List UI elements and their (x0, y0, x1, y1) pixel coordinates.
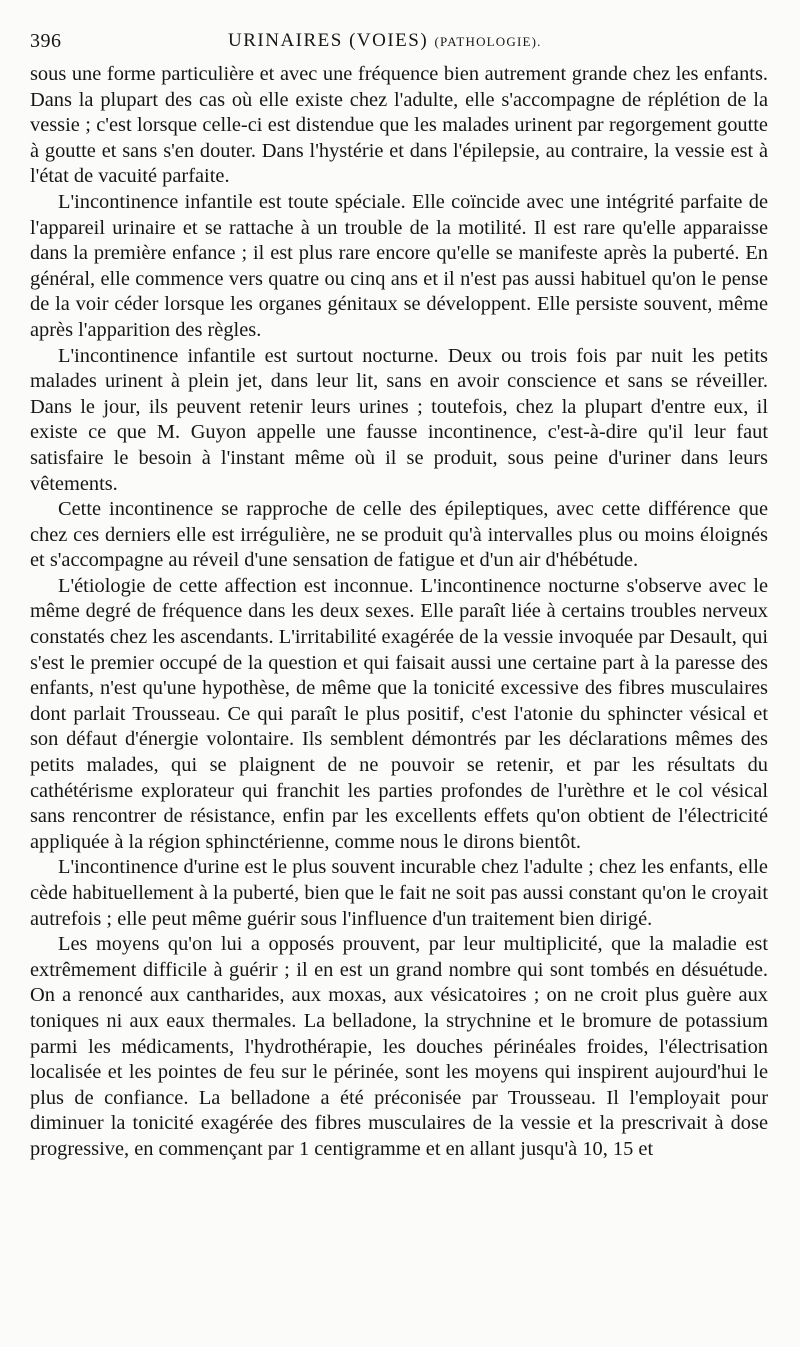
body-text (30, 62, 768, 1163)
page-number: 396 (30, 30, 62, 52)
paragraph-treatment: Les moyens qu'on lui a opposés prouvent, par leur multiplicité, que la maladie est extrêmement difficile à guérir ; il en est un grand nombre qui sont tombés en désuétude. On a renoncé aux cantharides, aux moxas, aux vésicatoires ; on ne croit plus guère aux toniques ni aux eaux thermales. La belladone, la strychnine et le bromure de potassium parmi les médicaments, l'hydrothérapie, les douches périnéales froides, l'électrisation localisée et les pointes de feu sur le périnée, sont les moyens qui inspirent aujourd'hui le plus de confiance. La belladone a été préconisée par Trousseau. Il l'employait pour diminuer la tonicité exagérée des fibres musculaires de la vessie et la prescrivait à dose progressive, en commençant par 1 centigramme et en allant jusqu'à 10, 15 et (30, 933, 768, 1160)
running-head (228, 30, 542, 52)
paragraph-infantile-incontinence: L'incontinence infantile est toute spéciale. Elle coïncide avec une intégrité parfaite de l'appareil urinaire et se rattache à un trouble de la motilité. Il est rare qu'elle apparaisse dans la première enfance ; il est plus rare encore qu'elle se manifeste après la puberté. En général, elle commence vers quatre ou cinq ans et il n'est pas aussi habituel qu'on le pense de la voir céder lorsque les organes génitaux se développent. Elle persiste souvent, même après l'apparition des règles. (30, 190, 768, 341)
running-subtitle: (PATHOLOGIE). (434, 34, 542, 49)
page-header (30, 30, 760, 58)
running-title: URINAIRES (VOIES) (228, 30, 429, 51)
paragraph-etiology: L'étiologie de cette affection est inconnue. L'incontinence nocturne s'observe avec le même degré de fréquence dans les deux sexes. Elle paraît liée à certains troubles nerveux constatés chez les ascendants. L'irritabilité exagérée de la vessie invoquée par Desault, qui s'est le premier occupé de la question et qui faisait aussi une certaine part à la paresse des enfants, n'est qu'une hypothèse, de même que la tonicité excessive des fibres musculaires dont parlait Trousseau. Ce qui paraît le plus positif, c'est l'atonie du sphincter vésical et son défaut d'énergie volontaire. Ils semblent démontrés par les déclarations mêmes des petits malades, qui se plaignent de ne pouvoir se retenir, et par les résultats du cathétérisme explorateur qui franchit les parties profondes de l'urèthre et le col vésical sans rencontrer de résistance, enfin par les excellents effets qu'on obtient de l'électricité appliquée à la région sphinctérienne, comme nous le dirons bientôt. (30, 574, 768, 853)
paragraph-continuation: sous une forme particulière et avec une fréquence bien autrement grande chez les enfants. Dans la plupart des cas où elle existe chez l'adulte, elle s'accompagne de réplétion de la vessie ; c'est lorsque celle-ci est distendue que les malades urinent par regorgement goutte à goutte et sans s'en douter. Dans l'hystérie et dans l'épilepsie, au contraire, la vessie est à l'état de vacuité parfaite. (30, 63, 768, 188)
paragraph-epileptic-comparison: Cette incontinence se rapproche de celle des épileptiques, avec cette différence que chez ces derniers elle est irrégulière, ne se produit qu'à intervalles plus ou moins éloignés et s'accompagne au réveil d'une sensation de fatigue et d'un air d'hébétude. (30, 498, 768, 572)
paragraph-nocturnal: L'incontinence infantile est surtout nocturne. Deux ou trois fois par nuit les petits malades urinent à plein jet, dans leur lit, sans en avoir conscience et sans se réveiller. Dans le jour, ils peuvent retenir leurs urines ; toutefois, chez la plupart d'entre eux, il existe ce que M. Guyon appelle une fausse incontinence, c'est-à-dire qu'il leur faut satisfaire le besoin à l'instant même où il se produit, sous peine d'uriner dans leurs vêtements. (30, 344, 768, 495)
paragraph-prognosis: L'incontinence d'urine est le plus souvent incurable chez l'adulte ; chez les enfants, elle cède habituellement à la puberté, bien que le fait ne soit pas aussi constant qu'on le croyait autrefois ; elle peut même guérir sous l'influence d'un traitement bien dirigé. (30, 856, 768, 930)
